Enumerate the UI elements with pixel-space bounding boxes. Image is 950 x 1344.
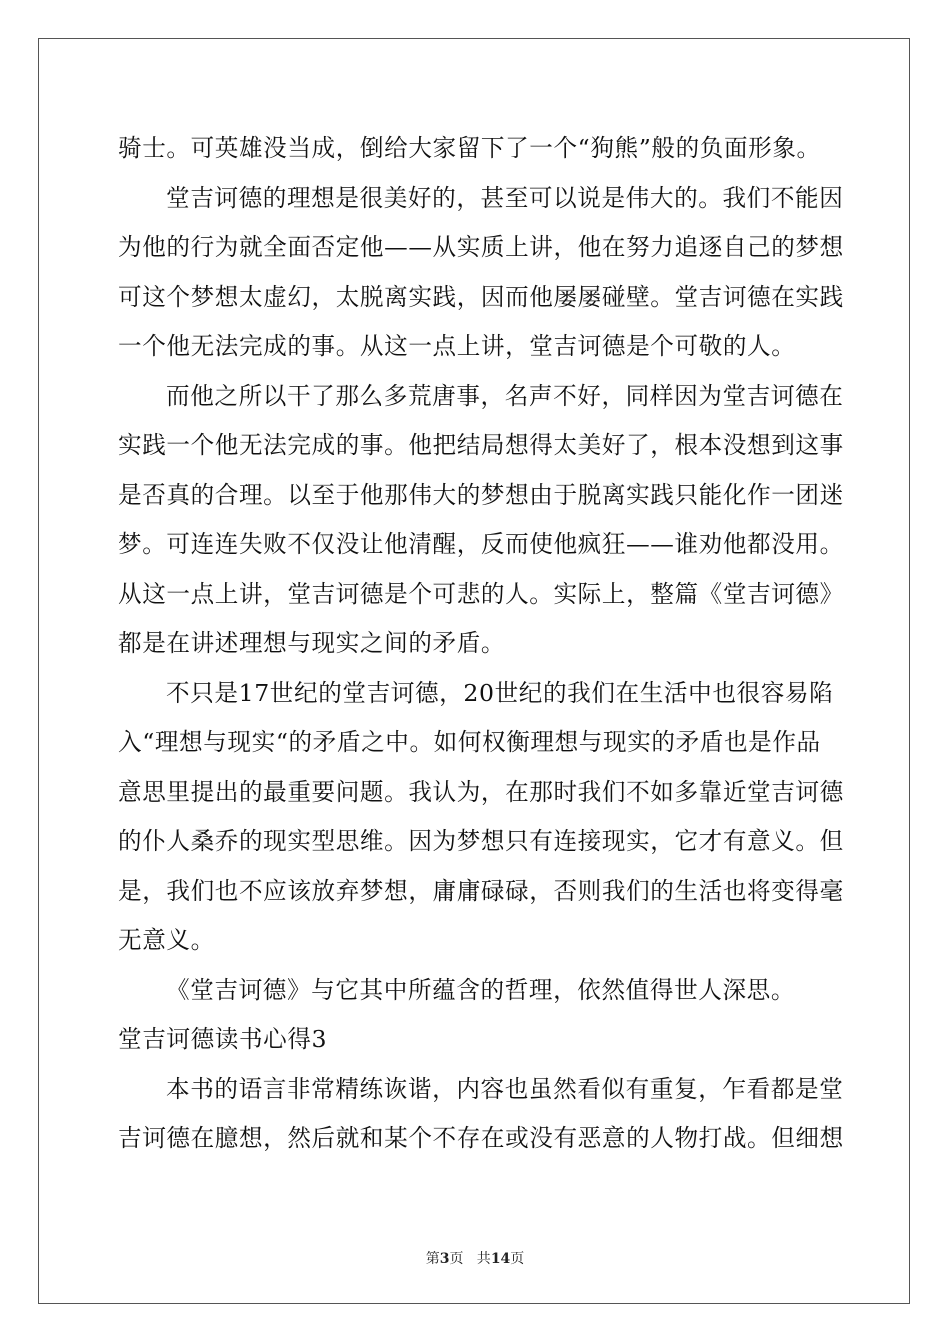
text-line: 而他之所以干了那么多荒唐事，名声不好，同样因为堂吉诃德在 [166,381,844,410]
text-line: 堂吉诃德的理想是很美好的，甚至可以说是伟大的。我们不能因 [166,183,844,212]
page-footer [0,1248,950,1268]
text-line: 不只是17世纪的堂吉诃德，20世纪的我们在生活中也很容易陷 [166,678,834,707]
text-line: 一个他无法完成的事。从这一点上讲，堂吉诃德是个可敬的人。 [118,332,796,360]
document-body [118,124,844,1164]
page-number: 3 [439,1251,450,1267]
text-line: 是否真的合理。以至于他那伟大的梦想由于脱离实践只能化作一团迷 [118,480,844,509]
text-line: 意思里提出的最重要问题。我认为，在那时我们不如多靠近堂吉诃德 [118,777,844,806]
text-line: 无意义。 [118,926,215,954]
text-line: 吉诃德在臆想，然后就和某个不存在或没有恶意的人物打战。但细想 [118,1124,844,1152]
section-heading: 堂吉诃德读书心得3 [118,1025,328,1053]
text-line: 入“理想与现实“的矛盾之中。如何权衡理想与现实的矛盾也是作品 [118,728,821,756]
text-line: 的仆人桑乔的现实型思维。因为梦想只有连接现实，它才有意义。但 [118,827,844,855]
text-line: 本书的语言非常精练诙谐，内容也虽然看似有重复，乍看都是堂 [166,1074,844,1103]
text-line: 骑士。可英雄没当成，倒给大家留下了一个“狗熊”般的负面形象。 [118,134,821,162]
footer-total-suffix: 页 [510,1251,525,1267]
text-line: 为他的行为就全面否定他——从实质上讲，他在努力追逐自己的梦想 [118,233,844,261]
text-line: 是，我们也不应该放弃梦想，庸庸碌碌，否则我们的生活也将变得毫 [118,876,844,905]
text-line: 梦。可连连失败不仅没让他清醒，反而使他疯狂——谁劝他都没用。 [118,530,844,558]
text-line: 都是在讲述理想与现实之间的矛盾。 [118,629,506,657]
total-pages: 14 [490,1251,511,1267]
text-line: 实践一个他无法完成的事。他把结局想得太美好了，根本没想到这事 [118,431,844,459]
footer-prefix: 第 [425,1251,440,1267]
footer-page-suffix: 页 共 [449,1251,491,1267]
text-line: 《堂吉诃德》与它其中所蕴含的哲理，依然值得世人深思。 [166,975,796,1004]
text-line: 从这一点上讲，堂吉诃德是个可悲的人。实际上，整篇《堂吉诃德》 [118,579,844,608]
text-line: 可这个梦想太虚幻，太脱离实践，因而他屡屡碰壁。堂吉诃德在实践 [118,282,844,311]
